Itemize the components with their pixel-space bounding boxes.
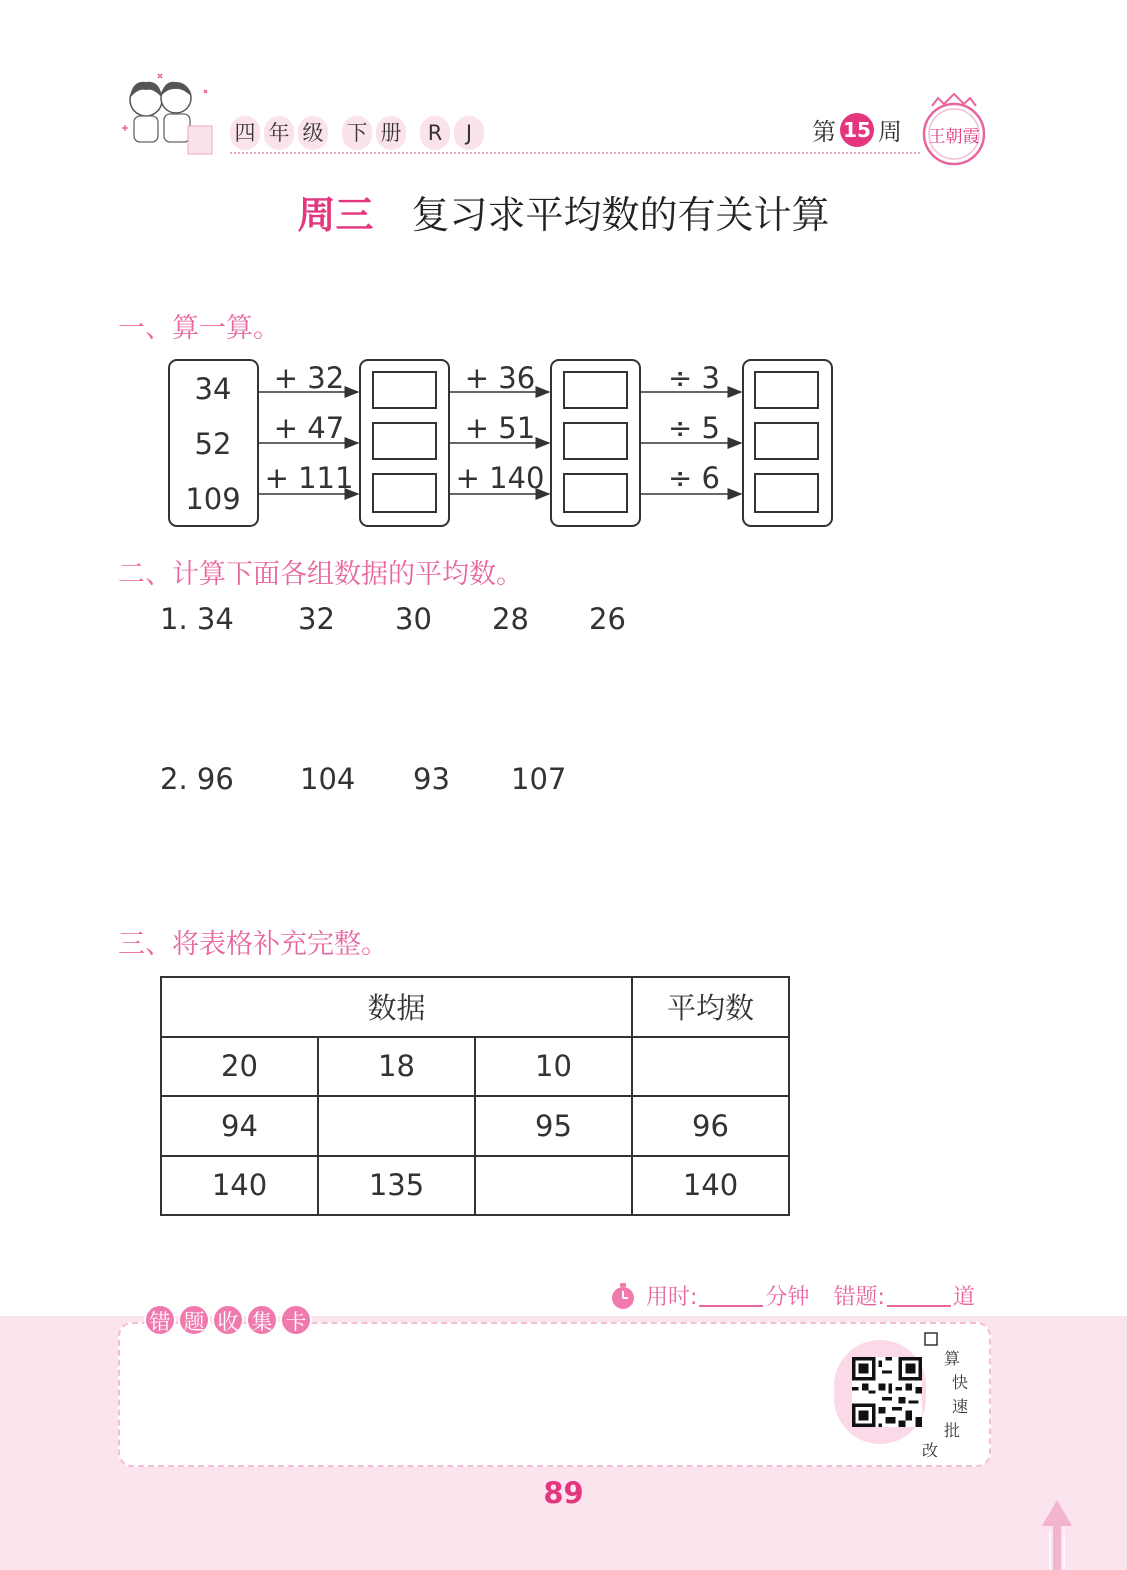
time-record-bar	[608, 1280, 975, 1311]
card-title-char: 错	[144, 1304, 176, 1336]
answer-box[interactable]	[564, 423, 627, 459]
operation-label: ÷ 3	[668, 361, 720, 395]
title-day: 周三	[297, 193, 374, 237]
operation-label: + 32	[273, 361, 345, 395]
table-row	[161, 1096, 789, 1156]
table-cell: 10	[475, 1037, 632, 1097]
table-cell: 94	[161, 1096, 318, 1156]
table-cell: 140	[161, 1156, 318, 1216]
answer-box[interactable]	[755, 372, 818, 408]
seal-text: 王朝霞	[928, 127, 980, 147]
table-cell: 20	[161, 1037, 318, 1097]
corner-arrow-icon	[1040, 1500, 1074, 1570]
calc-flow-diagram	[0, 0, 1127, 540]
card-title-char: 题	[178, 1304, 210, 1336]
section-heading-1: 一、算一算。	[118, 313, 280, 344]
qr-side-char: 快	[952, 1373, 969, 1392]
answer-box[interactable]	[564, 474, 627, 512]
group-value: 28	[492, 602, 529, 636]
group-value: 107	[511, 762, 567, 796]
grade-char: R	[420, 116, 450, 150]
table-header-row	[161, 977, 789, 1037]
group-label: 1. 34	[160, 602, 234, 636]
table-row	[161, 1156, 789, 1216]
grade-char: 册	[376, 116, 406, 150]
qr-side-char: 速	[952, 1397, 969, 1416]
group-value: 93	[413, 762, 450, 796]
card-title-char: 收	[212, 1304, 244, 1336]
operation-label: + 36	[464, 361, 536, 395]
operation-label: + 111	[264, 461, 354, 495]
group-value: 30	[395, 602, 432, 636]
page-number: 89	[543, 1476, 584, 1510]
answer-box[interactable]	[755, 474, 818, 512]
table-cell: 95	[475, 1096, 632, 1156]
stopwatch-icon	[608, 1281, 638, 1311]
header-data: 数据	[161, 977, 632, 1037]
start-value: 52	[194, 427, 232, 461]
qr-side-char: 算	[944, 1349, 961, 1368]
group-value: 104	[300, 762, 356, 796]
section-heading-2: 二、计算下面各组数据的平均数。	[118, 559, 523, 590]
errors-blank[interactable]	[887, 1285, 951, 1307]
average-table	[160, 976, 790, 1216]
week-prefix: 第	[812, 118, 836, 146]
grade-char: J	[454, 116, 484, 150]
grade-char: 四	[230, 116, 260, 150]
week-number-badge: 15	[840, 113, 874, 147]
group-label: 2. 96	[160, 762, 234, 796]
operation-label: + 47	[273, 411, 345, 445]
table-cell-blank[interactable]	[475, 1156, 632, 1216]
table-cell: 18	[318, 1037, 475, 1097]
answer-box[interactable]	[373, 372, 436, 408]
group-value: 26	[589, 602, 626, 636]
mistake-card-title	[144, 1304, 312, 1336]
qr-code-icon[interactable]	[852, 1357, 922, 1427]
answer-box[interactable]	[755, 423, 818, 459]
table-row	[161, 1037, 789, 1097]
table-cell: 135	[318, 1156, 475, 1216]
card-title-char: 卡	[280, 1304, 312, 1336]
table-cell-blank[interactable]	[632, 1037, 789, 1097]
grade-char: 级	[298, 116, 328, 150]
answer-box[interactable]	[373, 474, 436, 512]
group-value: 32	[298, 602, 335, 636]
header-average: 平均数	[632, 977, 789, 1037]
time-blank[interactable]	[699, 1285, 763, 1307]
week-suffix: 周	[878, 118, 902, 146]
table-cell: 140	[632, 1156, 789, 1216]
table-cell-blank[interactable]	[318, 1096, 475, 1156]
qr-side-char: 批	[944, 1421, 961, 1440]
data-group-2	[160, 762, 581, 796]
card-title-char: 集	[246, 1304, 278, 1336]
data-group-1	[160, 602, 649, 636]
answer-box[interactable]	[564, 372, 627, 408]
section-heading-3: 三、将表格补充完整。	[118, 929, 388, 960]
operation-label: ÷ 6	[668, 461, 720, 495]
errors-label: 错题:	[833, 1285, 885, 1310]
time-label: 用时:	[646, 1285, 698, 1310]
operation-label: ÷ 5	[668, 411, 720, 445]
checkbox-icon[interactable]	[924, 1332, 938, 1346]
start-value: 109	[185, 482, 241, 516]
grade-char: 下	[342, 116, 372, 150]
answer-box[interactable]	[373, 423, 436, 459]
grade-char: 年	[264, 116, 294, 150]
operation-label: + 140	[455, 461, 545, 495]
qr-side-char: 改	[922, 1441, 939, 1460]
table-cell: 96	[632, 1096, 789, 1156]
title-text: 复习求平均数的有关计算	[411, 193, 830, 237]
errors-unit: 道	[952, 1285, 975, 1310]
time-unit: 分钟	[765, 1285, 810, 1310]
operation-label: + 51	[464, 411, 536, 445]
start-value: 34	[194, 372, 232, 406]
